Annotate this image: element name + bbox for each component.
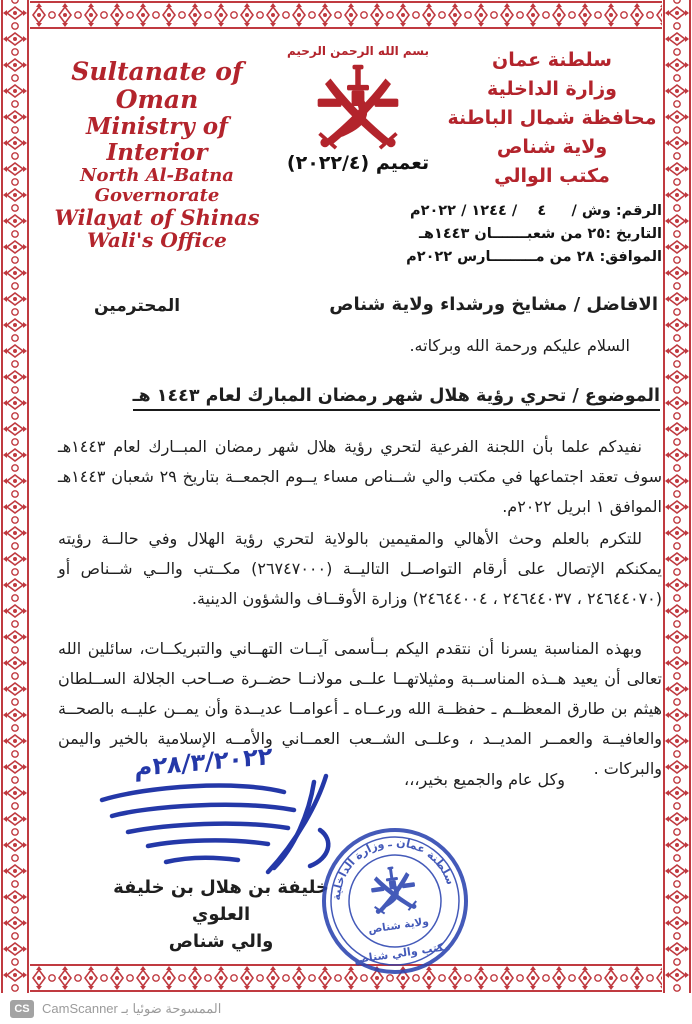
arabic-line-5: مكتب الوالي — [494, 165, 610, 187]
stamp-top-text: سلطنة عمان ـ وزارة الداخلية — [329, 835, 458, 901]
greeting-line: السلام عليكم ورحمة الله وبركاته. — [409, 336, 630, 355]
signatory-name: خليفة بن هلال بن خليفة العلوي — [113, 877, 329, 925]
basmala-text: بسم الله الرحمن الرحيم — [286, 44, 430, 58]
reference-hijri-date: التاريخ :٢٥ من شعبـــــــان ١٤٤٣هـ — [418, 226, 662, 242]
stamp-emblem-icon — [368, 864, 418, 915]
body-paragraph-3: وبهذه المناسبة يسرنا أن نتقدم اليكم بــأسمى آيــات التهــاني والتبريكــات، سائلين الله تعالى أن يعيد هــذه المناســبة ومثيلاتهــا علــى مولانــا حضــرة صــاحب الجلالة الســلطان هيثم بن طارق المعظــم ـ حفظــة الله ورعــاه ـ أعوامــا عديــدة وأن يمــن عليــه بالصحــة والعافيــة والعمــر المديــد ، وعلــى الشــعب العمــاني والأمــه الإسلامية بالخير واليمن والبركات . — [58, 639, 662, 779]
stamp-bottom-text: مكتب والي شناص — [353, 939, 452, 967]
letterhead-arabic — [446, 46, 658, 191]
reference-number-line: الرقم: وش / ٤ / ١٢٤٤ / ٢٠٢٢م — [409, 203, 662, 219]
addressee-line: الافاضل / مشايخ ورشداء ولاية شناص — [329, 294, 658, 315]
english-line-1: Sultanate of Oman — [71, 57, 243, 114]
reference-block — [370, 200, 662, 269]
ornamental-border-right — [662, 0, 692, 993]
reference-gregorian-date: الموافق: ٢٨ من مـــــــــارس ٢٠٢٢م — [406, 249, 662, 265]
arabic-line-1: سلطنة عمان — [492, 49, 612, 71]
arabic-line-4: ولاية شناص — [496, 136, 608, 158]
ornamental-border-top — [0, 0, 692, 30]
stamp-middle-text: ولاية شناص — [367, 915, 430, 936]
signatory-block — [96, 874, 346, 955]
circular-number: تعميم (٢٠٢٢/٤) — [286, 152, 430, 174]
signatory-title: والي شناص — [168, 931, 274, 952]
addressee-honorific: المحترمين — [94, 296, 181, 316]
english-line-3: North Al-Batna Governorate — [80, 164, 234, 206]
official-stamp — [310, 816, 479, 985]
english-line-2: Ministry of Interior — [86, 113, 228, 166]
handwritten-signature — [88, 772, 346, 878]
body-paragraph-2: للتكرم بالعلم وحث الأهالي والمقيمين بالولاية لتحري رؤية الهلال وفي حالــة رؤيته يمكنكم الإتصال على أرقام التواصــل التاليــة (٢٦٧٤٧٠٠٠) مكــتب والــي شــناص أو (٢٤٦٤٤٠٧٠ ، ٢٤٦٤٤٠٣٧ ، ٢٤٦٤٤٠٠٤) وزارة الأوقــاف والشؤون الدينية. — [58, 529, 663, 609]
handwritten-date: ٢٨/٣/٢٠٢٢م — [134, 741, 273, 783]
camscanner-badge-icon: CS — [10, 1000, 34, 1018]
english-line-5: Wali's Office — [87, 228, 227, 253]
ornamental-border-left — [0, 0, 30, 993]
letterhead-center — [272, 44, 444, 174]
closing-line: وكل عام والجميع بخير،،، — [404, 770, 565, 789]
camscanner-watermark-text: الممسوحة ضوئيا بـ CamScanner — [42, 1000, 222, 1016]
body-paragraph-1: نفيدكم علما بأن اللجنة الفرعية لتحري رؤية هلال شهر رمضان المبــارك لعام ١٤٤٣هـ سوف تعقد اجتماعها في مكتب والي شــناص مساء يــوم الجمعــة بتاريخ ٢٩ شعبان ١٤٤٣هـ الموافق ١ ابريل ٢٠٢٢م. — [58, 437, 663, 517]
letterhead-english — [34, 58, 280, 252]
arabic-line-2: وزارة الداخلية — [487, 78, 617, 100]
oman-emblem-icon — [310, 62, 406, 150]
arabic-line-3: محافظة شمال الباطنة — [447, 107, 657, 129]
subject-line: الموضوع / تحري رؤية هلال شهر رمضان المبارك لعام ١٤٤٣ هـ — [133, 386, 660, 411]
camscanner-watermark-bar — [0, 993, 692, 1024]
english-line-4: Wilayat of Shinas — [54, 204, 260, 230]
